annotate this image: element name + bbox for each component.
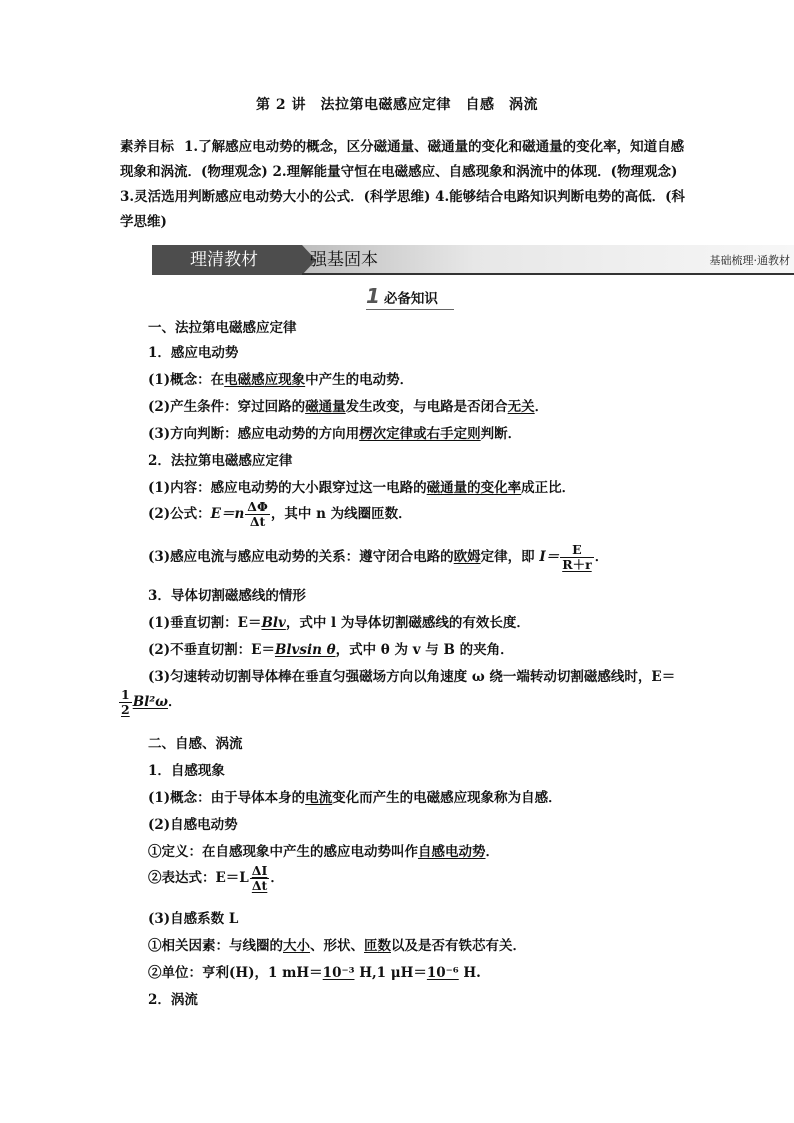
blank-answer: 匝数 [364,938,391,954]
line-rotating-formula: $\frac{1}{2}$ Bl²ω． [121,687,182,717]
line-coefficient: (3)自感系数 L [148,911,239,927]
blank-answer: 自感电动势 [418,844,486,860]
blank-answer: Bl²ω [132,694,169,710]
line-self-concept: (1)概念：由于导体本身的电流变化而产生的电磁感应现象称为自感． [148,790,562,806]
blank-answer: 磁通量 [305,399,346,415]
goals-text: 1.了解感应电动势的概念，区分磁通量、磁通量的变化和磁通量的变化率，知道自感现象和涡流．(物理观念) 2.理解能量守恒在电磁感应、自感现象和涡流中的体现．(物理观念) 3.灵活选用判断感应电动势大小的公式．(科学思维) 4.能够结合电路知识判断电势的高低．(科学思维) [120,139,686,230]
blank-answer: 欧姆 [453,549,481,565]
line-not-perpendicular: (2)不垂直切割：E＝Blvsin θ，式中 θ 为 v 与 B 的夹角． [148,642,514,658]
fraction-e-over-r: $\frac{E}{R+r}$ [562,542,592,572]
line-perpendicular: (1)垂直切割：E＝Blv，式中 l 为导体切割磁感线的有效长度． [148,615,530,631]
blank-answer: 10⁻⁶ [426,965,459,981]
lesson-title: 第 2 讲 法拉第电磁感应定律 自感 涡流 [256,97,538,113]
section-banner [152,245,794,275]
line-current-relation: (3)感应电流与感应电动势的关系：遵守闭合电路的欧姆定律，即 I＝ $\frac{E}{R+r}$ ． [148,542,609,572]
blank-answer: 大小 [283,938,310,954]
blank-answer: 电磁感应现象 [224,372,306,388]
banner-underline [302,273,794,275]
subheading-cutting: 3．导体切割磁感线的情形 [148,588,306,604]
line-factors: ①相关因素：与线圈的大小、形状、匝数以及是否有铁芯有关． [148,938,526,954]
blank-answer: Blvsin θ [274,642,336,658]
learning-goals [120,135,692,235]
line-definition: ①定义：在自感现象中产生的感应电动势叫作自感电动势． [148,844,499,860]
section-number: 1 [366,284,380,308]
blank-answer: 无关 [507,399,535,415]
blank-answer: Blv [261,615,286,631]
line-content: (1)内容：感应电动势的大小跟穿过这一电路的磁通量的变化率成正比． [148,480,576,496]
line-condition: (2)产生条件：穿过回路的磁通量发生改变，与电路是否闭合无关． [148,399,549,415]
blank-answer: 磁通量的变化率 [426,480,522,496]
subheading-faraday-law: 2．法拉第电磁感应定律 [148,453,293,469]
section-heading [366,284,454,306]
line-formula: (2)公式：E＝n $\frac{\Delta\Phi}{\Delta t}$ ，其中 n 为线圈匝数． [148,499,412,529]
heading-self-induction: 二、自感、涡流 [148,736,243,752]
line-concept: (1)概念：在电磁感应现象中产生的电动势． [148,372,414,388]
blank-answer: 楞次定律或右手定则 [359,426,481,442]
banner-left-title: 理清教材 [152,245,302,275]
section-label: 必备知识 [383,291,438,307]
line-rotating: (3)匀速转动切割导体棒在垂直匀强磁场方向以角速度 ω 绕一端转动切割磁感线时，E＝ [148,669,676,685]
line-unit: ②单位：亨利(H)，1 mH＝10⁻³ H,1 μH＝10⁻⁶ H. [148,965,481,981]
banner-note: 基础梳理·通教材 [709,254,790,267]
line-self-emf: (2)自感电动势 [148,817,238,833]
heading-faraday: 一、法拉第电磁感应定律 [148,320,297,336]
line-direction: (3)方向判断：感应电动势的方向用楞次定律或右手定则判断． [148,426,522,442]
subheading-self-induction: 1．自感现象 [148,763,225,779]
section-rule [366,309,454,310]
fraction-dphi-dt: $\frac{\Delta\Phi}{\Delta t}$ [247,499,268,529]
blank-answer: 10⁻³ [322,965,355,981]
fraction-di-dt: $\frac{\Delta I}{\Delta t}$ [251,863,268,893]
subheading-eddy: 2．涡流 [148,992,198,1008]
fraction-one-half: $\frac{1}{2}$ [121,687,130,717]
subheading-emf: 1．感应电动势 [148,345,239,361]
blank-answer: 电流 [305,790,333,806]
goals-label: 素养目标 [120,139,174,155]
banner-right-title: 强基固本 [310,250,378,270]
line-expression: ②表达式：E＝L $\frac{\Delta I}{\Delta t}$ ． [148,863,284,893]
